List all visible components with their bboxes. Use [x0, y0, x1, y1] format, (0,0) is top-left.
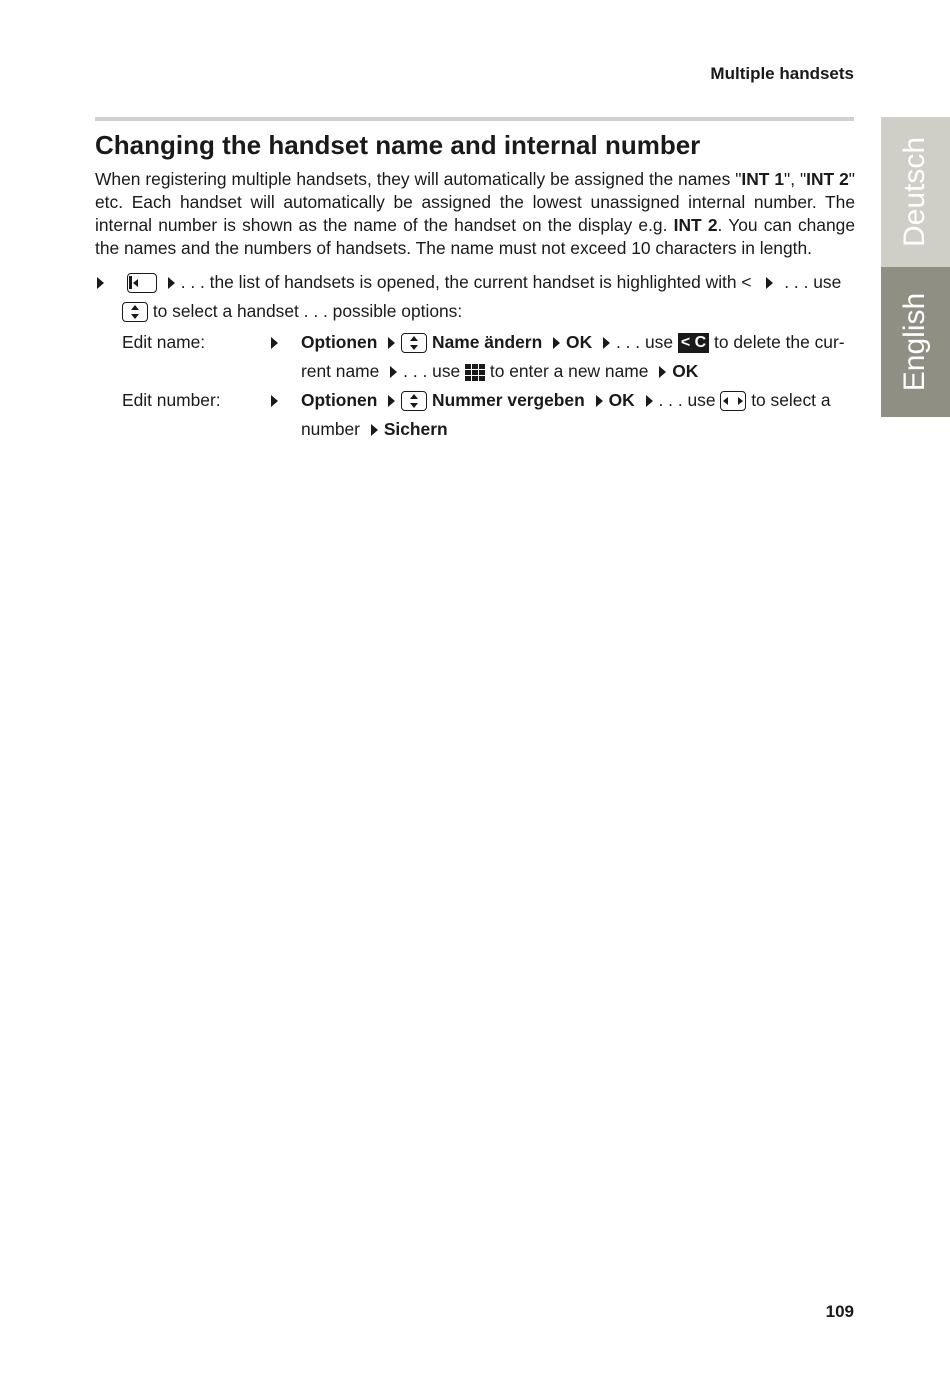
step-arrow-icon	[97, 277, 104, 289]
tab-deutsch-label: Deutsch	[898, 136, 932, 248]
step-open-list-use: . . . use	[784, 272, 842, 292]
intro-text-1: When registering multiple handsets, they will automatically be assigned the names "	[95, 169, 742, 189]
intro-int2: INT 2	[806, 169, 849, 189]
menu-name-aendern: Name ändern	[432, 332, 543, 352]
edit-number-select-text: to select a	[751, 390, 831, 410]
step-arrow-icon	[371, 424, 378, 436]
section-title: Changing the handset name and internal number	[95, 130, 701, 160]
ok-softkey: OK	[566, 332, 593, 352]
edit-name-use-2: . . . use	[403, 361, 461, 381]
ok-softkey: OK	[608, 390, 635, 410]
control-key-left-right-icon	[720, 391, 746, 411]
edit-name-label: Edit name:	[122, 332, 206, 352]
tab-english-label: English	[898, 292, 932, 392]
step-arrow-icon	[646, 395, 653, 407]
edit-name-rent-name: rent name	[301, 361, 380, 381]
edit-number-content-2	[301, 415, 448, 444]
edit-name-use: . . . use	[615, 332, 674, 352]
intro-text-3: " etc. Each handset will automatically be assigned the lowest unassigned internal number. The internal number is shown as the name of the handset on the display e.g.	[95, 169, 855, 235]
edit-name-row	[95, 328, 855, 357]
edit-name-row-2	[95, 357, 855, 386]
step-open-list-text: . . . the list of handsets is opened, the current handset is highlighted with <	[180, 272, 752, 292]
step-arrow-icon	[388, 395, 395, 407]
intro-paragraph	[95, 168, 855, 260]
step-arrow-icon	[271, 337, 278, 349]
tab-english[interactable]	[881, 267, 950, 417]
edit-name-content	[301, 328, 845, 357]
tab-deutsch[interactable]	[881, 117, 950, 267]
step-arrow-icon	[388, 337, 395, 349]
edit-number-number: number	[301, 419, 360, 439]
step-arrow-icon	[596, 395, 603, 407]
running-head: Multiple handsets	[710, 64, 854, 83]
step-arrow-icon	[168, 277, 175, 289]
edit-number-label: Edit number:	[122, 390, 221, 410]
edit-name-enter-text: to enter a new name	[489, 361, 649, 381]
edit-number-use: . . . use	[658, 390, 716, 410]
keypad-icon	[465, 364, 485, 381]
step-select-handset-text: to select a handset . . . possible options:	[152, 301, 463, 321]
step-open-list-line-2	[95, 297, 855, 326]
edit-name-delete-text: to delete the cur-	[714, 332, 845, 352]
ok-softkey: OK	[672, 361, 699, 381]
page-number: 109	[825, 1302, 854, 1321]
intro-int1: INT 1	[741, 169, 785, 189]
edit-name-content-2	[301, 357, 698, 386]
intro-text-4: . You can change the names and the numbers of handsets. The name must not exceed 10 characters in length.	[95, 215, 855, 258]
edit-number-row	[95, 386, 855, 415]
menu-optionen: Optionen	[301, 332, 378, 352]
control-key-up-down-icon	[122, 302, 148, 322]
step-arrow-icon	[271, 395, 278, 407]
step-open-list-line-1	[95, 268, 855, 297]
menu-optionen: Optionen	[301, 390, 378, 410]
intro-text-2: ", "	[784, 169, 807, 189]
steps	[95, 268, 855, 444]
control-key-up-down-icon	[401, 391, 427, 411]
edit-number-content	[301, 386, 831, 415]
step-arrow-icon	[553, 337, 560, 349]
intro-int2-example: INT 2	[673, 215, 718, 235]
control-key-up-down-icon	[401, 333, 427, 353]
step-arrow-icon	[766, 277, 773, 289]
menu-nummer-vergeben: Nummer vergeben	[432, 390, 585, 410]
step-arrow-icon	[390, 366, 397, 378]
delete-key-icon: < C	[678, 333, 709, 353]
header-rule	[95, 117, 854, 121]
edit-number-row-2	[95, 415, 855, 444]
step-arrow-icon	[603, 337, 610, 349]
sichern-softkey: Sichern	[383, 419, 448, 439]
step-arrow-icon	[659, 366, 666, 378]
menu-left-key-icon	[127, 273, 157, 293]
